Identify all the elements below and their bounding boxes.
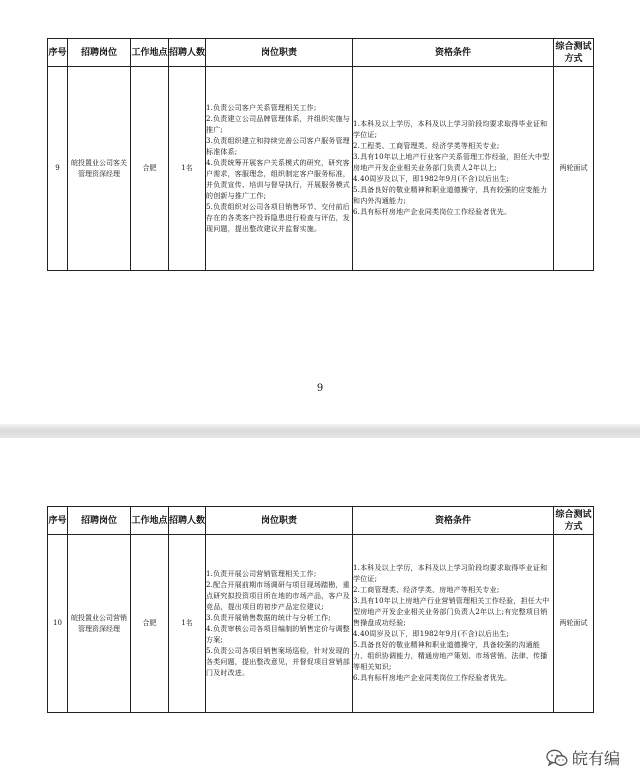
header-location: 工作地点 — [131, 39, 169, 67]
header-count: 招聘人数 — [169, 39, 206, 67]
table-row — [48, 535, 594, 713]
row-qualifications — [353, 535, 554, 713]
qualification-line: 3.具有10年以上房地产行业营销管理相关工作经验，担任大中型房地产开发企业相关业务部门负责人2年以上;有完整项目销售操盘成功经验; — [353, 597, 550, 627]
header-assessment: 综合测试方式 — [554, 39, 594, 67]
header-qualifications: 资格条件 — [353, 507, 554, 535]
row-position: 皖投置业公司营销管理资深经理 — [68, 535, 131, 713]
page-separator — [0, 424, 640, 438]
row-duties — [206, 67, 353, 271]
page-number: 9 — [316, 383, 324, 394]
header-duties: 岗位职责 — [206, 39, 353, 67]
qualification-line: 4.40周岁及以下，即1982年9月(不含)以后出生; — [353, 630, 510, 638]
qualification-line: 3.具有10年以上地产行业客户关系管理工作经验，担任大中型房地产开发企业相关业务部门负责人2年以上; — [353, 153, 550, 172]
header-assessment: 综合测试方式 — [554, 507, 594, 535]
header-qualifications: 资格条件 — [353, 39, 554, 67]
duty-line: 4.负责统筹开展客户关系模式的研究，研究客户需求，客服理念，组织制定客户服务标准，并负责宣传、培训与督导执行，开展服务模式的创新与推广工作; — [206, 158, 350, 200]
watermark-text: 皖有编 — [571, 749, 620, 768]
row-count: 1名 — [169, 67, 206, 271]
header-count: 招聘人数 — [169, 507, 206, 535]
row-qualifications — [353, 67, 554, 271]
qualification-line: 5.具备良好的敬业精神和职业道德操守，具备较强的沟通能力、组织协调能力，精通房地产策划、市场营销、法律、传播等相关知识; — [353, 641, 548, 671]
duty-line: 3.负责组织建立和持续完善公司客户服务管理标准体系; — [206, 136, 350, 156]
document-page-2 — [0, 438, 640, 783]
row-location: 合肥 — [131, 67, 169, 271]
duty-line: 5.负责组织对公司各项目销售环节、交付前后存在的各类客户投诉隐患进行检查与评估，发现问题，提出整改建议并监督实施。 — [206, 202, 350, 233]
row-seq: 9 — [48, 67, 68, 271]
row-seq: 10 — [48, 535, 68, 713]
header-position: 招聘岗位 — [68, 39, 131, 67]
header-duties: 岗位职责 — [206, 507, 353, 535]
header-location: 工作地点 — [131, 507, 169, 535]
qualification-line: 2.工程类、工商管理类、经济学类等相关专业; — [353, 142, 500, 150]
duty-line: 1.负责公司客户关系管理相关工作; — [206, 103, 317, 112]
qualification-line: 5.具备良好的敬业精神和职业道德操守，具有较强的应变能力和内外沟通能力; — [353, 186, 548, 205]
row-position: 皖投置业公司客关管理资深经理 — [68, 67, 131, 271]
qualification-line: 1.本科及以上学历，本科及以上学习阶段均要求取得毕业证和学位证; — [353, 564, 548, 583]
table-header-row — [48, 507, 594, 535]
row-location: 合肥 — [131, 535, 169, 713]
qualification-line: 6.具有标杆房地产企业同类岗位工作经验者优先。 — [353, 674, 512, 682]
duty-line: 3.负责开展销售数据的统计与分析工作; — [206, 613, 331, 622]
header-position: 招聘岗位 — [68, 507, 131, 535]
duty-line: 1.负责开展公司营销管理相关工作; — [206, 569, 317, 578]
duty-line: 2.配合开展前期市场调研与项目现场踏勘，重点研究拟投资项目所在地的市场产品，客户及竞品，提出项目的初步产品定位建议; — [206, 580, 350, 611]
header-seq: 序号 — [48, 39, 68, 67]
row-count: 1名 — [169, 535, 206, 713]
duty-line: 2.负责建立公司品牌管理体系，并组织实施与推广; — [206, 114, 350, 134]
duty-line: 4.负责审核公司各项目编制的销售定价与调整方案; — [206, 624, 350, 644]
qualification-line: 1.本科及以上学历，本科及以上学习阶段均要求取得毕业证和学位证; — [353, 120, 548, 139]
table-row — [48, 67, 594, 271]
row-assessment: 两轮面试 — [554, 535, 594, 713]
qualification-line: 4.40周岁及以下，即1982年9月(不含)以后出生; — [353, 175, 510, 183]
qualification-line: 2.工商管理类、经济学类、房地产等相关专业; — [353, 586, 500, 594]
wechat-icon — [546, 749, 568, 767]
watermark — [546, 746, 620, 769]
header-seq: 序号 — [48, 507, 68, 535]
row-duties — [206, 535, 353, 713]
duty-line: 5.负责公司各项目销售案场巡检，针对发现的各类问题，提出整改意见，并督促项目营销部门及时改进。 — [206, 646, 350, 677]
job-table-1 — [47, 38, 594, 271]
row-assessment: 两轮面试 — [554, 67, 594, 271]
qualification-line: 6.具有标杆房地产企业同类岗位工作经验者优先。 — [353, 208, 512, 216]
table-header-row — [48, 39, 594, 67]
job-table-2 — [47, 506, 594, 713]
